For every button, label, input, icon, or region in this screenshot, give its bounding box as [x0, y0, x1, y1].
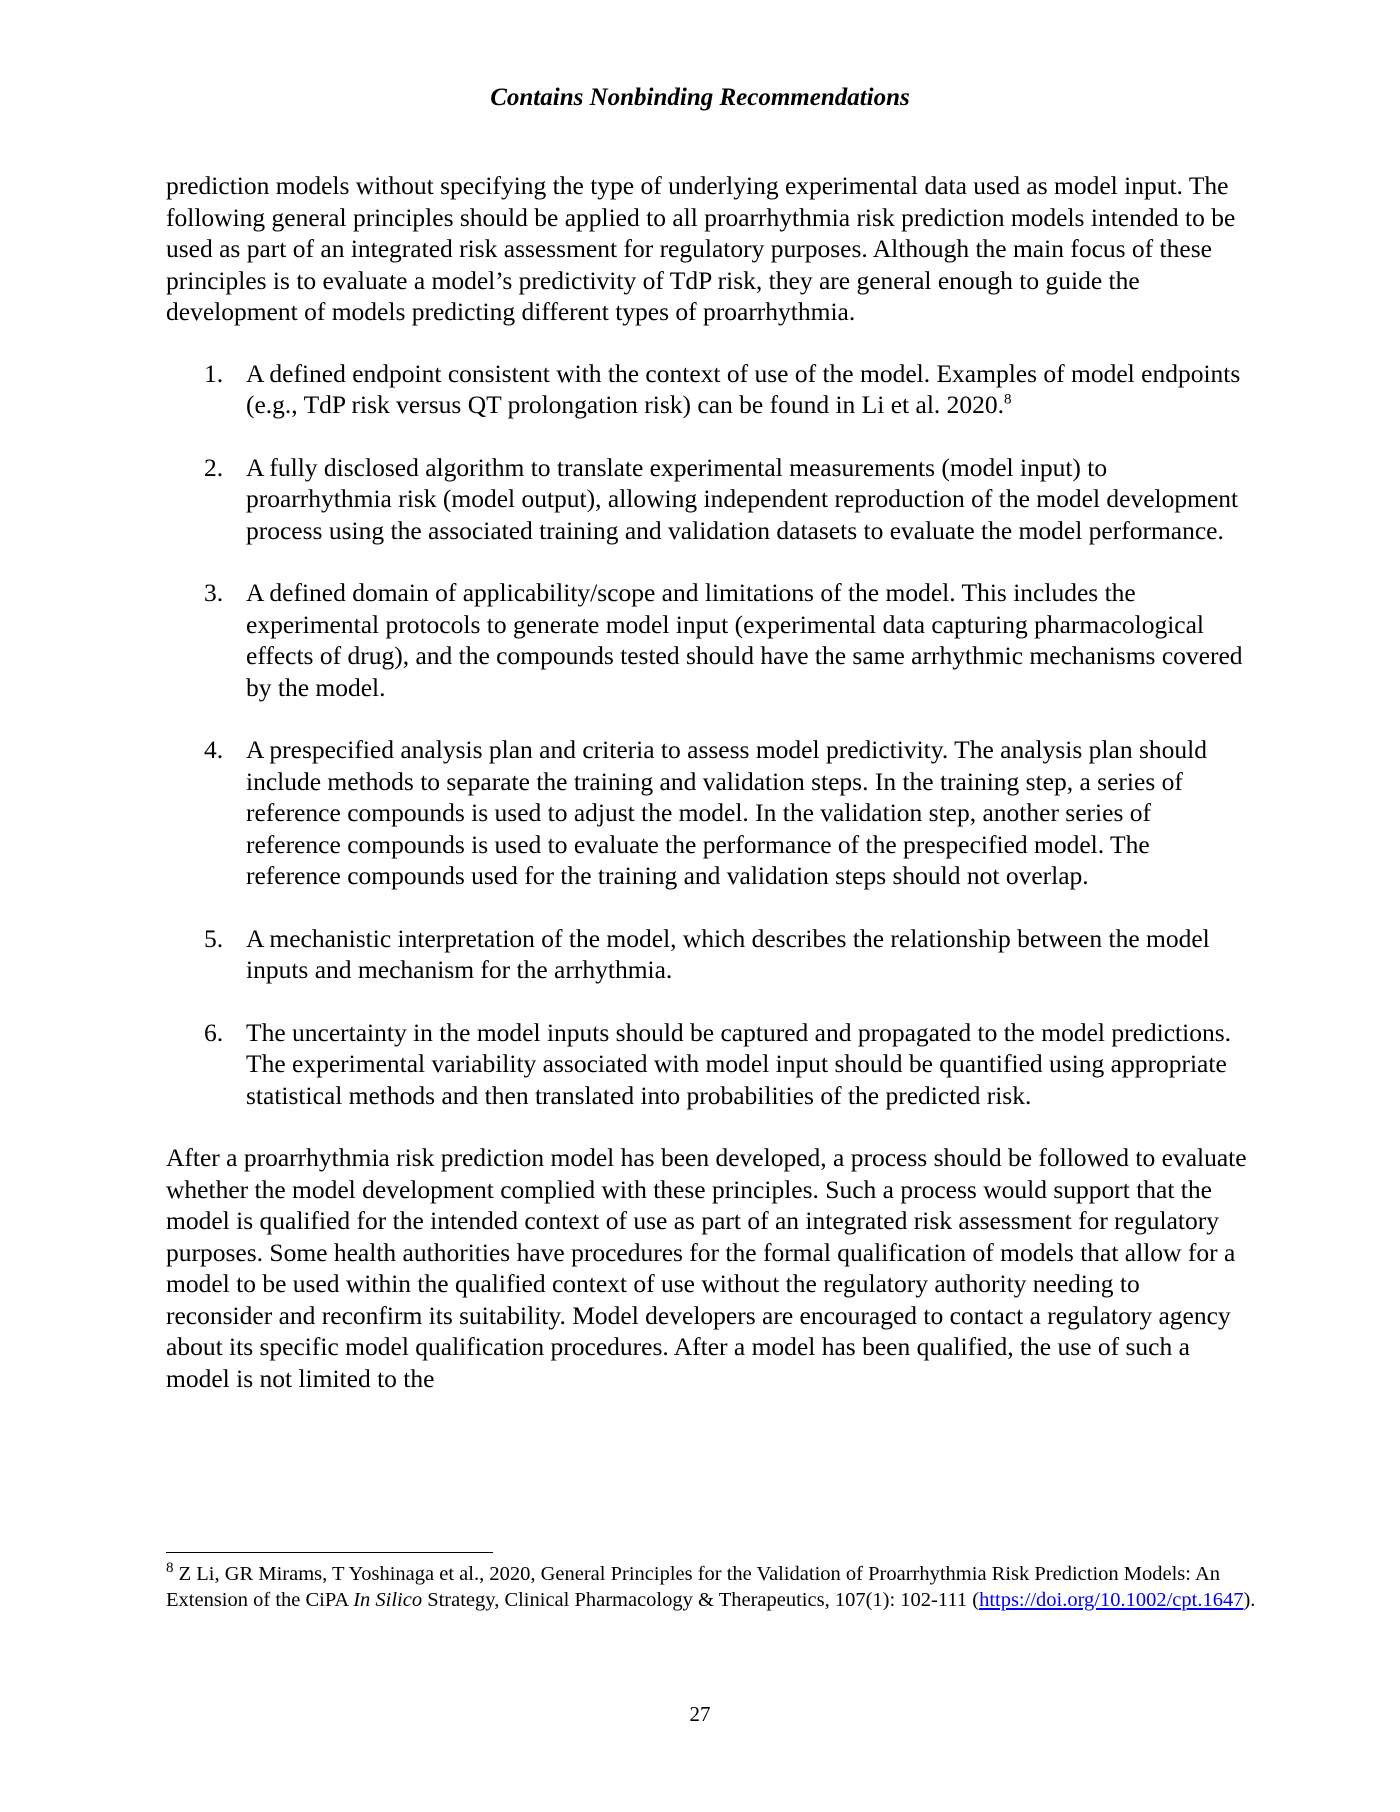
list-item-number: 4.: [204, 735, 224, 764]
list-item: [166, 577, 1250, 703]
page-header: Contains Nonbinding Recommendations: [490, 84, 910, 111]
footnote-reference[interactable]: 8: [1004, 391, 1012, 408]
footnote-text-end: ).: [1243, 1588, 1256, 1611]
list-item-number: 1.: [204, 358, 224, 388]
list-item: [166, 734, 1250, 892]
footnote-separator: [166, 1552, 493, 1553]
page-body: [166, 170, 1250, 1394]
doi-link[interactable]: https://doi.org/10.1002/cpt.1647: [979, 1588, 1244, 1611]
list-item-text: A mechanistic interpretation of the model, which describes the relationship between the model inputs and mechanism for the arrhythmia.: [246, 923, 1210, 984]
footnote-italic-text: In Silico: [353, 1588, 423, 1611]
closing-paragraph: After a proarrhythmia risk prediction model has been developed, a process should be followed to evaluate whether the model development complied with these principles. Such a process would support that the model is qualified for the intended context of use as part of an integrated risk assessment for regulatory purposes. Some health authorities have procedures for the formal qualification of models that allow for a model to be used within the qualified context of use without the regulatory authority needing to reconsider and reconfirm its suitability. Model developers are encouraged to contact a regulatory agency about its specific model qualification procedures. After a model has been qualified, the use of such a model is not limited to the: [166, 1143, 1247, 1393]
footnote-marker: 8: [166, 1560, 174, 1577]
intro-paragraph: prediction models without specifying the type of underlying experimental data used as model input. The following general principles should be applied to all proarrhythmia risk prediction models intended to be used as part of an integrated risk assessment for regulatory purposes. Although the main focus of these principles is to evaluate a model’s predictivity of TdP risk, they are general enough to guide the development of models predicting different types of proarrhythmia.: [166, 171, 1236, 326]
page-number: 27: [689, 1702, 711, 1726]
footnote-text-after: Strategy, Clinical Pharmacology & Therapeutics, 107(1): 102-111 (: [422, 1588, 980, 1611]
list-item-number: 5.: [204, 923, 224, 953]
footnote-text-before: Z Li, GR Mirams, T Yoshinaga et al., 2020, General Principles for the Validation of Proarrhythmia Risk Prediction Models: An Extension of the CiPA: [166, 1563, 1221, 1611]
list-item: [166, 923, 1250, 986]
list-item-text: The uncertainty in the model inputs should be captured and propagated to the model predictions. The experimental variability associated with model input should be quantified using appropriate statistical methods and then translated into probabilities of the predicted risk.: [246, 1017, 1232, 1110]
list-item-text: A prespecified analysis plan and criteria to assess model predictivity. The analysis plan should include methods to separate the training and validation steps. In the training step, a series of reference compounds is used to adjust the model. In the validation step, another series of reference compounds is used to evaluate the performance of the prespecified model. The reference compounds used for the training and validation steps should not overlap.: [246, 735, 1207, 890]
list-item: [166, 452, 1250, 547]
list-item-number: 3.: [204, 578, 224, 607]
list-item-number: 6.: [204, 1017, 224, 1047]
list-item-text: A fully disclosed algorithm to translate experimental measurements (model input) to proarrhythmia risk (model output), allowing independent reproduction of the model development process using the associated training and validation datasets to evaluate the model performance.: [246, 452, 1239, 545]
list-item: [166, 1017, 1250, 1112]
list-item-text: A defined domain of applicability/scope and limitations of the model. This includes the experimental protocols to generate model input (experimental data capturing pharmacological effects of drug), and the compounds tested should have the same arrhythmic mechanisms covered by the model.: [246, 578, 1243, 702]
footnote: [166, 1562, 1256, 1613]
list-item: [166, 358, 1250, 421]
principles-list: [166, 358, 1250, 1112]
list-item-number: 2.: [204, 452, 224, 482]
list-item-text: A defined endpoint consistent with the context of use of the model. Examples of model endpoints (e.g., TdP risk versus QT prolongation risk) can be found in Li et al. 2020.: [246, 358, 1241, 419]
